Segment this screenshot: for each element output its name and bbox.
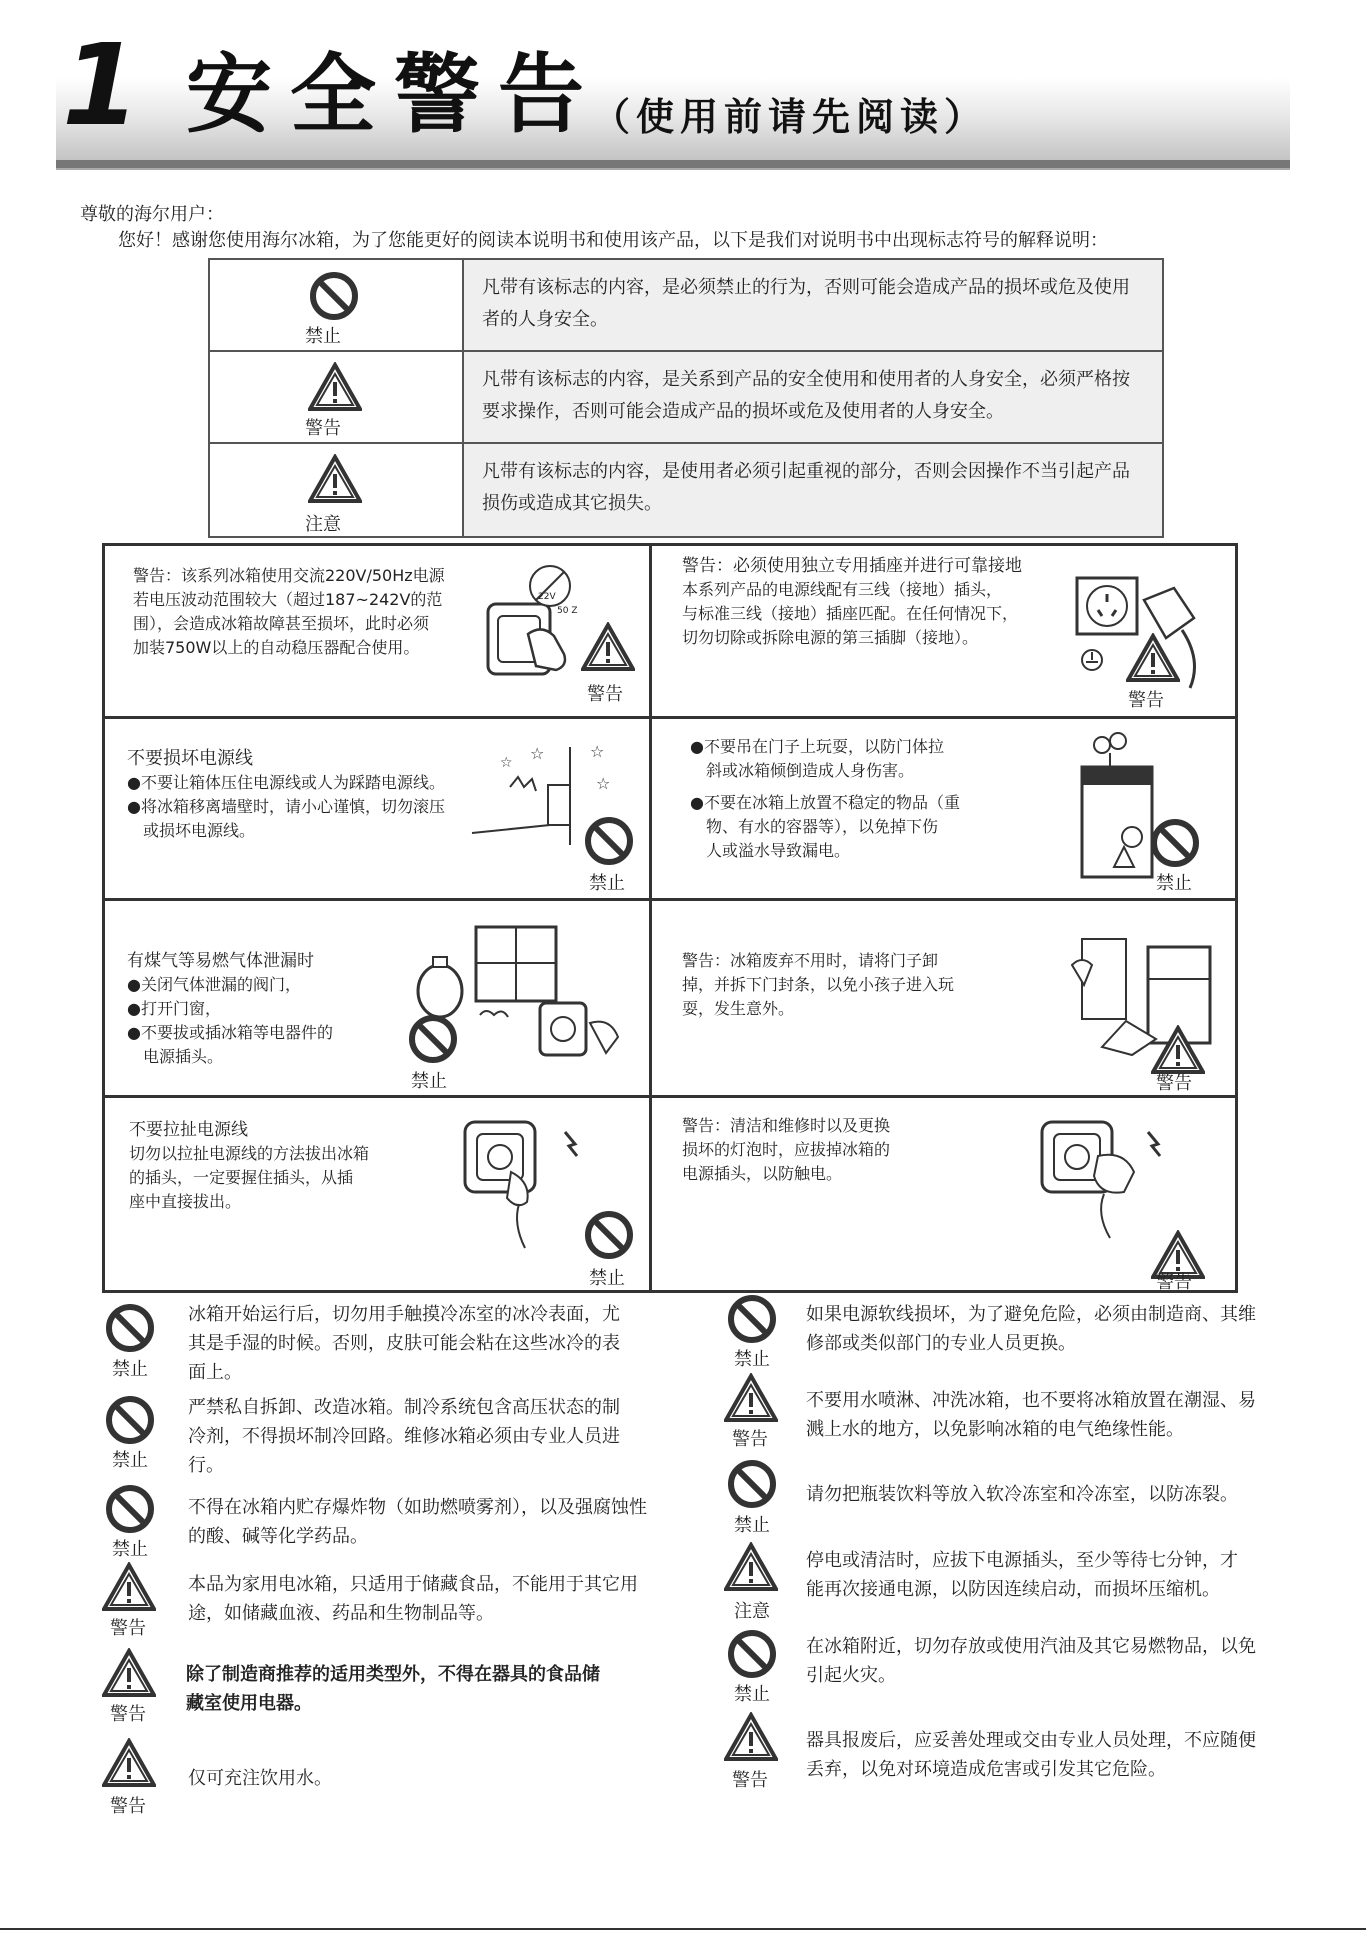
prohibition-icon: [726, 1293, 778, 1349]
note-line: 在冰箱附近，切勿存放或使用汽油及其它易燃物品，以免: [806, 1636, 1256, 1657]
note-label: 警告: [110, 1618, 146, 1639]
note-label: 注意: [734, 1601, 770, 1622]
legend-label: 警告: [305, 418, 341, 439]
note-label: 禁止: [112, 1450, 148, 1471]
cell-line: ●打开门窗，: [127, 999, 221, 1018]
prohibition-icon: [726, 1628, 778, 1684]
header-rule: [56, 160, 1290, 168]
grid-cell-pull-cord: [105, 1098, 649, 1290]
cell-title: 警告：该系列冰箱使用交流220V/50Hz电源: [133, 566, 445, 585]
note-line: 仅可充注饮用水。: [188, 1768, 332, 1789]
svg-text:☆: ☆: [590, 742, 605, 761]
note-line: 溅上水的地方，以免影响冰箱的电气绝缘性能。: [806, 1419, 1184, 1440]
note-line: 本品为家用电冰箱，只适用于储藏食品，不能用于其它用: [188, 1574, 638, 1595]
note-line: 不得在冰箱内贮存爆炸物（如助燃喷雾剂），以及强腐蚀性: [188, 1497, 647, 1518]
warning-triangle-icon: [1126, 633, 1180, 687]
note-line: 的酸、碱等化学药品。: [188, 1526, 368, 1547]
note-line: 冰箱开始运行后，切勿用手触摸冷冻室的冰冷表面，尤: [188, 1304, 620, 1325]
grid-cell-grounding: [652, 546, 1235, 716]
warning-triangle-icon: [102, 1738, 156, 1792]
cell-line: 或损坏电源线。: [127, 821, 256, 840]
prohibition-icon: [104, 1483, 156, 1539]
cell-line: ●将冰箱移离墙壁时，请小心谨慎，切勿滚压: [127, 797, 445, 816]
prohibition-icon: [104, 1302, 156, 1358]
note-line: 途，如储藏血液、药品和生物制品等。: [188, 1603, 494, 1624]
cell-line: ●不要吊在门子上玩耍，以防门体拉: [690, 737, 944, 756]
note-label: 禁止: [734, 1349, 770, 1370]
unplug-cleaning-illustration: [1032, 1112, 1202, 1242]
warning-triangle-icon: [308, 362, 362, 416]
dial-unit: Z: [571, 606, 578, 616]
svg-text:☆: ☆: [530, 744, 545, 763]
warning-triangle-icon: [102, 1648, 156, 1702]
warning-triangle-icon: [724, 1373, 778, 1427]
svg-text:☆: ☆: [500, 755, 513, 771]
svg-text:☆: ☆: [596, 774, 611, 793]
grid-cell-door-safety: [652, 719, 1235, 898]
warning-triangle-icon: [102, 1562, 156, 1616]
cell-line: 警告：冰箱废弃不用时，请将门子卸: [682, 951, 939, 970]
cell-line: ●不要让箱体压住电源线或人为踩踏电源线。: [127, 773, 445, 792]
note-line: 请勿把瓶装饮料等放入软冷冻室和冷冻室，以防冻裂。: [806, 1484, 1238, 1505]
cell-label: 警告: [1128, 690, 1164, 711]
legend-row-caution: [210, 444, 1162, 536]
grid-cell-power-supply: [105, 546, 649, 716]
section-subtitle: （使用前请先阅读）: [592, 95, 989, 139]
note-label: 警告: [110, 1796, 146, 1817]
cell-label: 警告: [1156, 1272, 1192, 1293]
note-line: 冷剂，不得损坏制冷回路。维修冰箱必须由专业人员进: [188, 1426, 620, 1447]
dial-unit: V: [549, 592, 556, 602]
note-label: 警告: [732, 1429, 768, 1450]
note-line: 停电或清洁时，应拔下电源插头，至少等待七分钟，才: [806, 1550, 1238, 1571]
note-line: 藏室使用电器。: [186, 1693, 312, 1714]
grid-cell-gas-leak: [105, 901, 649, 1095]
cell-line: 切勿切除或拆除电源的第三插脚（接地）。: [682, 628, 979, 647]
cell-title: 警告：必须使用独立专用插座并进行可靠接地: [682, 556, 1022, 576]
legend-label: 注意: [305, 514, 341, 535]
note-line: 行。: [188, 1455, 224, 1476]
cell-title: 不要拉扯电源线: [129, 1120, 248, 1140]
dial-value: 50: [557, 606, 569, 616]
note-line: 修部或类似部门的专业人员更换。: [806, 1333, 1076, 1354]
legend-text: 凡带有该标志的内容，是关系到产品的安全使用和使用者的人身安全，必须严格按要求操作，否则可能会造成产品的损坏或危及使用者的人身安全。: [482, 369, 1130, 422]
note-line: 除了制造商推荐的适用类型外，不得在器具的食品储: [186, 1664, 600, 1685]
cell-label: 禁止: [589, 873, 625, 894]
note-line: 严禁私自拆卸、改造冰箱。制冷系统包含高压状态的制: [188, 1397, 620, 1418]
cell-line: 若电压波动范围较大（超过187~242V的范: [133, 590, 443, 609]
prohibition-icon: [407, 1013, 459, 1069]
cell-line: 切勿以拉扯电源线的方法拔出冰箱: [129, 1144, 370, 1163]
section-title: 安全警告: [186, 45, 602, 145]
grid-cell-disposal: [652, 901, 1235, 1095]
cell-line: ●不要在冰箱上放置不稳定的物品（重: [690, 793, 960, 812]
cell-line: 座中直接拔出。: [129, 1192, 242, 1211]
note-line: 引起火灾。: [806, 1665, 896, 1686]
prohibition-icon: [104, 1394, 156, 1450]
intro-text: 您好！感谢您使用海尔冰箱，为了您能更好的阅读本说明书和使用该产品，以下是我们对说明书中出现标志符号的解释说明：: [118, 230, 1108, 251]
section-number: 1: [62, 21, 140, 151]
legend-row-warning: [210, 352, 1162, 444]
warning-illustration-grid: [102, 543, 1238, 1293]
prohibition-icon: [308, 270, 360, 326]
cell-line: ●不要拔或插冰箱等电器件的: [127, 1023, 333, 1042]
cell-line: 电源插头。: [127, 1047, 224, 1066]
note-label: 禁止: [734, 1684, 770, 1705]
note-line: 不要用水喷淋、冲洗冰箱，也不要将冰箱放置在潮湿、易: [806, 1390, 1256, 1411]
cell-title: 有煤气等易燃气体泄漏时: [127, 951, 314, 971]
note-line: 其是手湿的时候。否则，皮肤可能会粘在这些冰冷的表: [188, 1333, 620, 1354]
warning-triangle-icon: [724, 1712, 778, 1766]
cell-line: 损坏的灯泡时，应拔掉冰箱的: [682, 1140, 891, 1159]
grid-cell-cleaning: [652, 1098, 1235, 1293]
legend-text: 凡带有该标志的内容，是使用者必须引起重视的部分，否则会因操作不当引起产品损伤或造成其它损失。: [482, 461, 1130, 514]
note-label: 警告: [110, 1704, 146, 1725]
cell-line: 耍，发生意外。: [682, 999, 795, 1018]
dial-value: 22: [538, 592, 550, 602]
note-label: 禁止: [734, 1515, 770, 1536]
warning-triangle-icon: [308, 454, 362, 508]
cell-line: 警告：清洁和维修时以及更换: [682, 1116, 891, 1135]
symbol-legend-table: [208, 258, 1164, 538]
grid-cell-power-cord: [105, 719, 649, 898]
note-label: 警告: [732, 1770, 768, 1791]
cell-line: 与标准三线（接地）插座匹配。在任何情况下，: [682, 604, 1019, 623]
cell-line: 掉，并拆下门封条，以免小孩子进入玩: [682, 975, 955, 994]
legend-label: 禁止: [305, 326, 341, 347]
cell-label: 警告: [1156, 1073, 1192, 1094]
cell-line: 斜或冰箱倾倒造成人身伤害。: [690, 761, 915, 780]
cell-label: 禁止: [1156, 873, 1192, 894]
cell-line: ●关闭气体泄漏的阀门，: [127, 975, 301, 994]
cell-line: 围），会造成冰箱故障甚至损坏，此时必须: [133, 614, 430, 633]
legend-text: 凡带有该标志的内容，是必须禁止的行为，否则可能会造成产品的损坏或危及使用者的人身安全。: [482, 277, 1130, 330]
note-label: 禁止: [112, 1359, 148, 1380]
cell-label: 警告: [587, 684, 623, 705]
legend-row-prohibit: [210, 260, 1162, 352]
note-line: 能再次接通电源，以防因连续启动，而损坏压缩机。: [806, 1579, 1220, 1600]
prohibition-icon: [726, 1458, 778, 1514]
cell-label: 禁止: [589, 1268, 625, 1289]
cell-label: 禁止: [411, 1071, 447, 1092]
prohibition-icon: [1149, 817, 1201, 873]
cell-title: 不要损坏电源线: [127, 748, 253, 769]
greeting: 尊敬的海尔用户：: [80, 204, 224, 225]
warning-triangle-icon: [724, 1542, 778, 1596]
note-line: 器具报废后，应妥善处理或交由专业人员处理，不应随便: [806, 1730, 1256, 1751]
warning-triangle-icon: [581, 622, 635, 676]
note-line: 丢弃，以免对环境造成危害或引发其它危险。: [806, 1759, 1166, 1780]
note-label: 禁止: [112, 1539, 148, 1560]
cell-line: 电源插头，以防触电。: [682, 1164, 843, 1183]
prohibition-icon: [583, 815, 635, 871]
cell-line: 本系列产品的电源线配有三线（接地）插头，: [682, 580, 1003, 599]
page-bottom-rule: [0, 1928, 1366, 1930]
note-line: 如果电源软线损坏，为了避免危险，必须由制造商、其维: [806, 1304, 1256, 1325]
cell-line: 加装750W以上的自动稳压器配合使用。: [133, 638, 420, 657]
note-line: 面上。: [188, 1362, 242, 1383]
prohibition-icon: [583, 1209, 635, 1265]
cell-line: 物、有水的容器等），以免掉下伤: [690, 817, 939, 836]
cell-line: 的插头，一定要握住插头，从插: [129, 1168, 354, 1187]
cell-line: 人或溢水导致漏电。: [690, 841, 851, 860]
header-rule-thin: [56, 168, 1290, 170]
